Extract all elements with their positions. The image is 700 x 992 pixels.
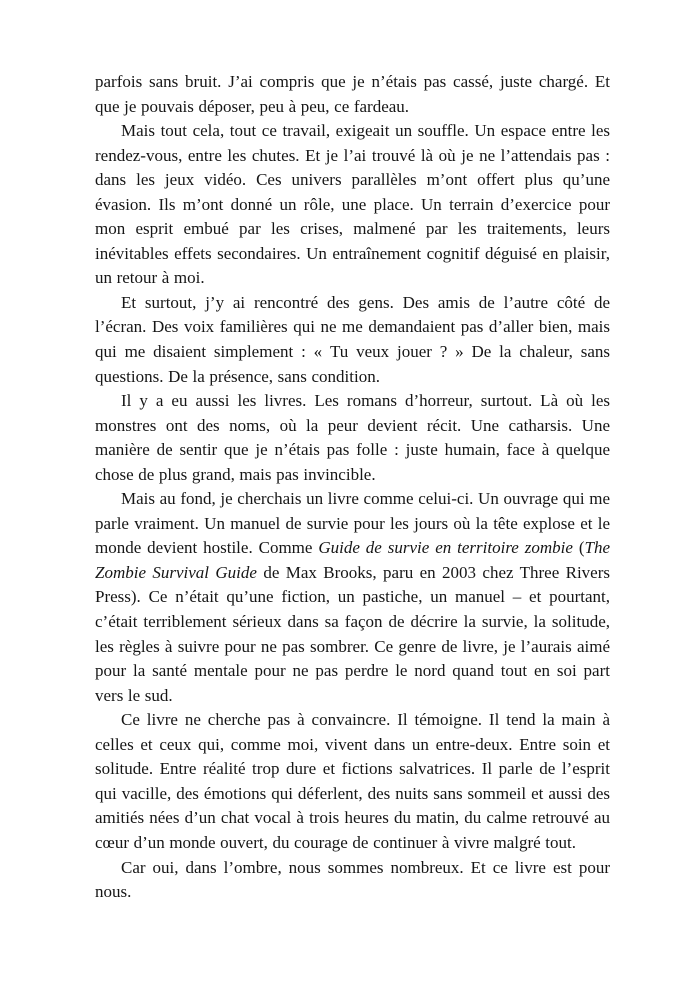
paragraph-5-text-c: de Max Brooks, paru en 2003 chez Three Rivers Press). Ce n’était qu’une fiction, un pastiche, un manuel – et pourtant, c’était terriblement sérieux dans sa façon de décrire la survie, la solitude, les règles à suivre pour ne pas sombrer. Ce genre de livre, je l’aurais aimé pour la santé mentale pour ne pas perdre le nord quand tout en soi part vers le sud. (95, 562, 610, 705)
paragraph-2: Mais tout cela, tout ce travail, exigeait un souffle. Un espace entre les rendez-vous, entre les chutes. Et je l’ai trouvé là où je ne l’attendais pas : dans les jeux vidéo. Ces univers parallèles m’ont offert plus qu’une évasion. Ils m’ont donné un rôle, une place. Un terrain d’exercice pour mon esprit embué par les crises, malmené par les traitements, leurs inévitables effets secondaires. Un entraînement cognitif déguisé en plaisir, un retour à moi. (95, 121, 610, 288)
paragraph-5 (95, 487, 610, 708)
paragraph-3: Et surtout, j’y ai rencontré des gens. Des amis de l’autre côté de l’écran. Des voix familières qui ne me demandaient pas d’aller bien, mais qui me disaient simplement : « Tu veux jouer ? » De la chaleur, sans questions. De la présence, sans condition. (95, 292, 610, 386)
paragraph-7: Car oui, dans l’ombre, nous sommes nombreux. Et ce livre est pour nous. (95, 857, 610, 902)
paragraph-4: Il y a eu aussi les livres. Les romans d’horreur, surtout. Là où les monstres ont des noms, où la peur devient récit. Une catharsis. Une manière de sentir que je n’étais pas folle : juste humain, face à quelque chose de plus grand, mais pas invincible. (95, 391, 610, 484)
paragraph-6: Ce livre ne cherche pas à convaincre. Il témoigne. Il tend la main à celles et ceux qui, comme moi, vivent dans un entre-deux. Entre soin et solitude. Entre réalité trop dure et fictions salvatrices. Il parle de l’esprit qui vacille, des émotions qui déferlent, des nuits sans sommeil et aussi des amitiés nées d’un chat vocal à trois heures du matin, du calme retrouvé au cœur d’un monde ouvert, du courage de continuer à vivre malgré tout. (95, 710, 610, 852)
paragraph-5-text-a: Mais au fond, je cherchais un livre comme celui-ci. Un ouvrage qui me parle vraiment. Un manuel de survie pour les jours où la tête explose et le monde devient hostile. Comme (95, 489, 610, 558)
paragraph-1: parfois sans bruit. J’ai compris que je n’étais pas cassé, juste chargé. Et que je pouvais déposer, peu à peu, ce fardeau. (95, 72, 610, 116)
book-title-english: The Zombie Survival Guide (95, 538, 610, 582)
paragraph-5-text-b: ( (572, 538, 585, 558)
book-title-french: Guide de survie en territoire zombie (318, 538, 573, 558)
